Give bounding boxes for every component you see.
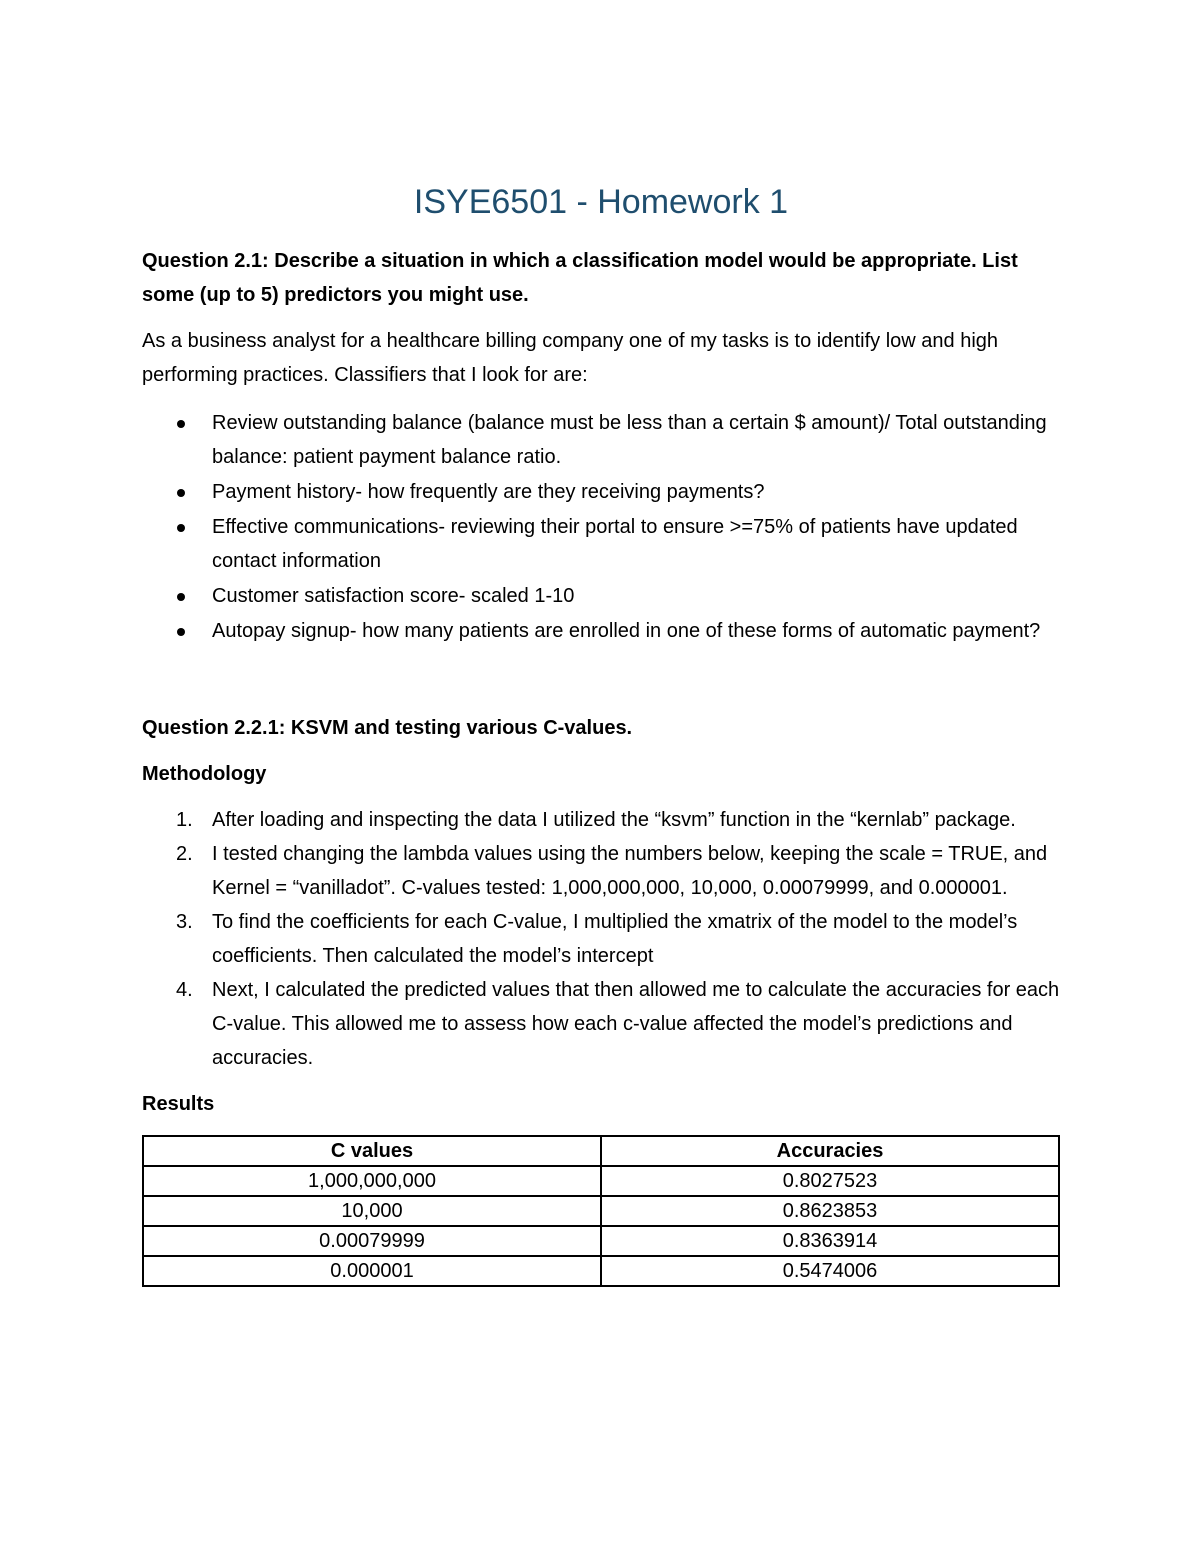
question-2-1-intro: As a business analyst for a healthcare billing company one of my tasks is to identify low and high performing practices. Classifiers that I look for are: [142,330,999,386]
methodology-heading: Methodology [142,763,267,785]
step-text: To find the coefficients for each C-value, I multiplied the xmatrix of the model to the model’s coefficients. Then calculated the model’s intercept [212,911,1018,967]
table-row [143,1166,1059,1196]
table-row [143,1226,1059,1256]
step-number: 4. [176,979,193,1001]
list-item-text: Autopay signup- how many patients are enrolled in one of these forms of automatic payment? [212,620,1041,642]
bullet-icon [177,628,185,636]
predictor-list [142,406,1060,648]
step-text: Next, I calculated the predicted values that then allowed me to calculate the accuracies for each C-value. This allowed me to assess how each c-value affected the model’s predictions and accuracies. [212,979,1060,1069]
list-item [212,614,1060,648]
list-item-text: Customer satisfaction score- scaled 1-10 [212,585,575,607]
list-item [212,579,1060,613]
list-item [212,406,1060,474]
list-item-text: Review outstanding balance (balance must be less than a certain $ amount)/ Total outstanding balance: patient payment balance ratio. [212,412,1047,468]
list-item [212,510,1060,578]
table-row [143,1196,1059,1226]
results-table [142,1135,1060,1287]
column-header-c-values: C values [143,1136,601,1166]
document-page [142,178,1060,1287]
document-title: ISYE6501 - Homework 1 [413,183,789,221]
list-item [176,837,1060,905]
cell-accuracy: 0.8027523 [601,1166,1059,1196]
question-2-2-1-heading: Question 2.2.1: KSVM and testing various C-values. [142,717,633,739]
cell-accuracy: 0.5474006 [601,1256,1059,1286]
list-item [212,475,1060,509]
list-item-text: Payment history- how frequently are they receiving payments? [212,481,765,503]
list-item [176,905,1060,973]
list-item [176,803,1060,837]
step-number: 1. [176,809,193,831]
bullet-icon [177,420,185,428]
step-text: I tested changing the lambda values using the numbers below, keeping the scale = TRUE, and Kernel = “vanilladot”. C-values tested: 1,000,000,000, 10,000, 0.00079999, and 0.000001. [212,843,1048,899]
table-header-row [143,1136,1059,1166]
methodology-steps [142,803,1060,1075]
cell-c-value: 0.00079999 [143,1226,601,1256]
cell-accuracy: 0.8363914 [601,1226,1059,1256]
results-heading: Results [142,1093,215,1115]
cell-accuracy: 0.8623853 [601,1196,1059,1226]
cell-c-value: 1,000,000,000 [143,1166,601,1196]
question-2-1-heading: Question 2.1: Describe a situation in which a classification model would be appropriate. List some (up to 5) predictors you might use. [142,250,1018,306]
list-item-text: Effective communications- reviewing their portal to ensure >=75% of patients have updated contact information [212,516,1018,572]
column-header-accuracies: Accuracies [601,1136,1059,1166]
bullet-icon [177,489,185,497]
step-number: 2. [176,843,193,865]
cell-c-value: 10,000 [143,1196,601,1226]
cell-c-value: 0.000001 [143,1256,601,1286]
bullet-icon [177,593,185,601]
step-text: After loading and inspecting the data I utilized the “ksvm” function in the “kernlab” package. [212,809,1016,831]
bullet-icon [177,524,185,532]
step-number: 3. [176,911,193,933]
list-item [176,973,1060,1075]
table-row [143,1256,1059,1286]
